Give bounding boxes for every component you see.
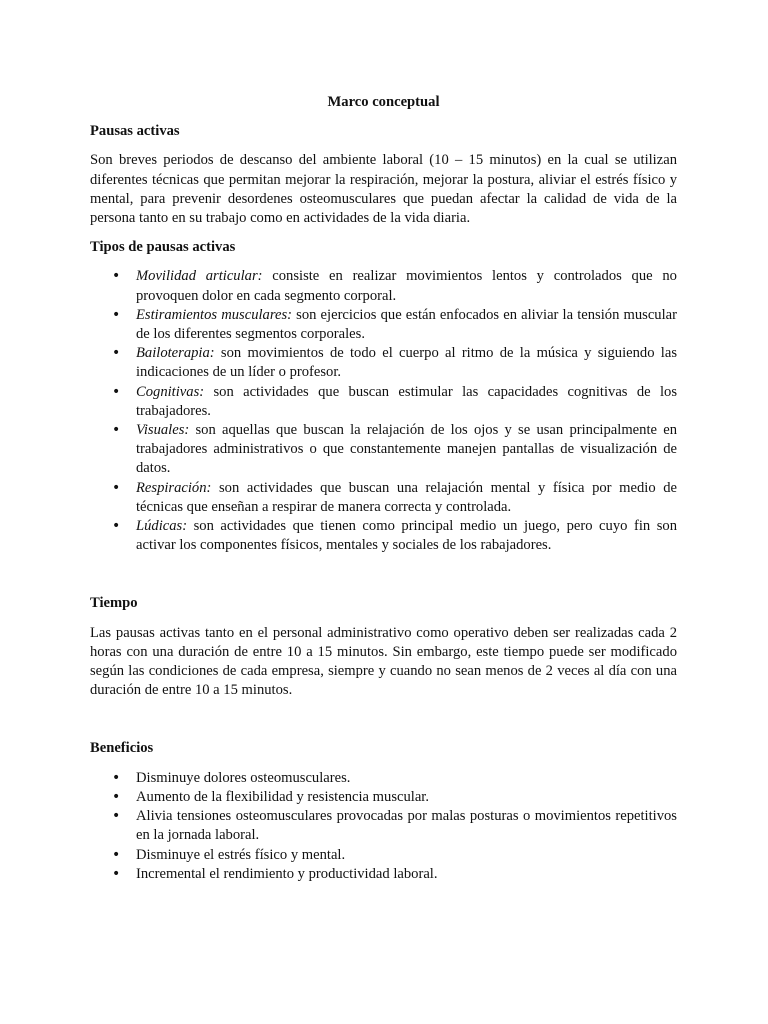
list-item-term: Respiración:	[136, 479, 212, 496]
heading-tipos-pausas: Tipos de pausas activas	[90, 239, 236, 256]
blank-line	[90, 565, 677, 594]
heading-pausas-activas: Pausas activas	[90, 123, 180, 140]
list-item: • Disminuye dolores osteomusculares.	[90, 769, 677, 788]
list-tipos-pausas	[90, 267, 677, 555]
paragraph-tiempo: Las pausas activas tanto en el personal administrativo como operativo deben ser realizadas cada 2 horas con una duración de entre 10 a 15 minutos. Sin embargo, este tiempo puede ser modificado según las condiciones de cada empresa, siempre y cuando no sean menos de 2 veces al día con una duración de entre 10 a 15 minutos.	[90, 624, 677, 699]
list-item-term: Visuales:	[136, 422, 190, 439]
list-item-term: Movilidad articular:	[136, 268, 263, 285]
heading-beneficios: Beneficios	[90, 740, 154, 757]
list-item-text: son actividades que tienen como principal medio un juego, pero cuyo fin son activar los componentes físicos, mentales y sociales de los rabajadores.	[136, 518, 677, 554]
list-item	[90, 344, 677, 382]
list-item-text: son aquellas que buscan la relajación de los ojos y se usan principalmente en trabajadores administrativos o que constantemente manejen pantallas de visualización de datos.	[136, 422, 677, 477]
list-item-text: son ejercicios que están enfocados en aliviar la tensión muscular de los diferentes segmentos corporales.	[136, 306, 677, 343]
blank-line	[90, 710, 677, 739]
list-item	[90, 479, 677, 517]
document-title: Marco conceptual	[327, 94, 440, 110]
list-item: • Aumento de la flexibilidad y resistencia muscular.	[90, 788, 677, 807]
list-item-term: Bailoterapia:	[136, 345, 215, 362]
list-item: • Alivia tensiones osteomusculares provocadas por malas posturas o movimientos repetitivos en la jornada laboral.	[90, 807, 677, 845]
list-item	[90, 383, 677, 421]
list-item-term: Cognitivas:	[136, 383, 205, 400]
list-item-text: son actividades que buscan una relajación mental y física por medio de técnicas que enseñan a respirar de manera correcta y controlada.	[136, 479, 677, 515]
list-item-text: consiste en realizar movimientos lentos y controlados que no provoquen dolor en cada segmento corporal.	[136, 268, 677, 304]
list-item-text: son actividades que buscan estimular las capacidades cognitivas de los trabajadores.	[136, 383, 677, 419]
list-item-term: Lúdicas:	[136, 518, 188, 535]
list-item-text: son movimientos de todo el cuerpo al ritmo de la música y siguiendo las indicaciones de un líder o profesor.	[136, 345, 677, 381]
list-item-term: Estiramientos musculares:	[136, 306, 293, 323]
list-item	[90, 517, 677, 555]
heading-tiempo: Tiempo	[90, 595, 138, 612]
list-item: • Disminuye el estrés físico y mental.	[90, 846, 677, 865]
list-item: • Incremental el rendimiento y productividad laboral.	[90, 865, 677, 884]
list-item	[90, 306, 677, 344]
paragraph-pausas-activas: Son breves periodos de descanso del ambiente laboral (10 – 15 minutos) en la cual se utilizan diferentes técnicas que permitan mejorar la respiración, mejorar la postura, aliviar el estrés físico y mental, para prevenir desordenes osteomusculares que puedan afectar la calidad de vida de la persona tanto en su trabajo como en actividades de la vida diaria.	[90, 152, 677, 227]
document-body	[90, 93, 677, 894]
list-item	[90, 421, 677, 479]
list-beneficios	[90, 769, 677, 884]
list-item	[90, 267, 677, 305]
